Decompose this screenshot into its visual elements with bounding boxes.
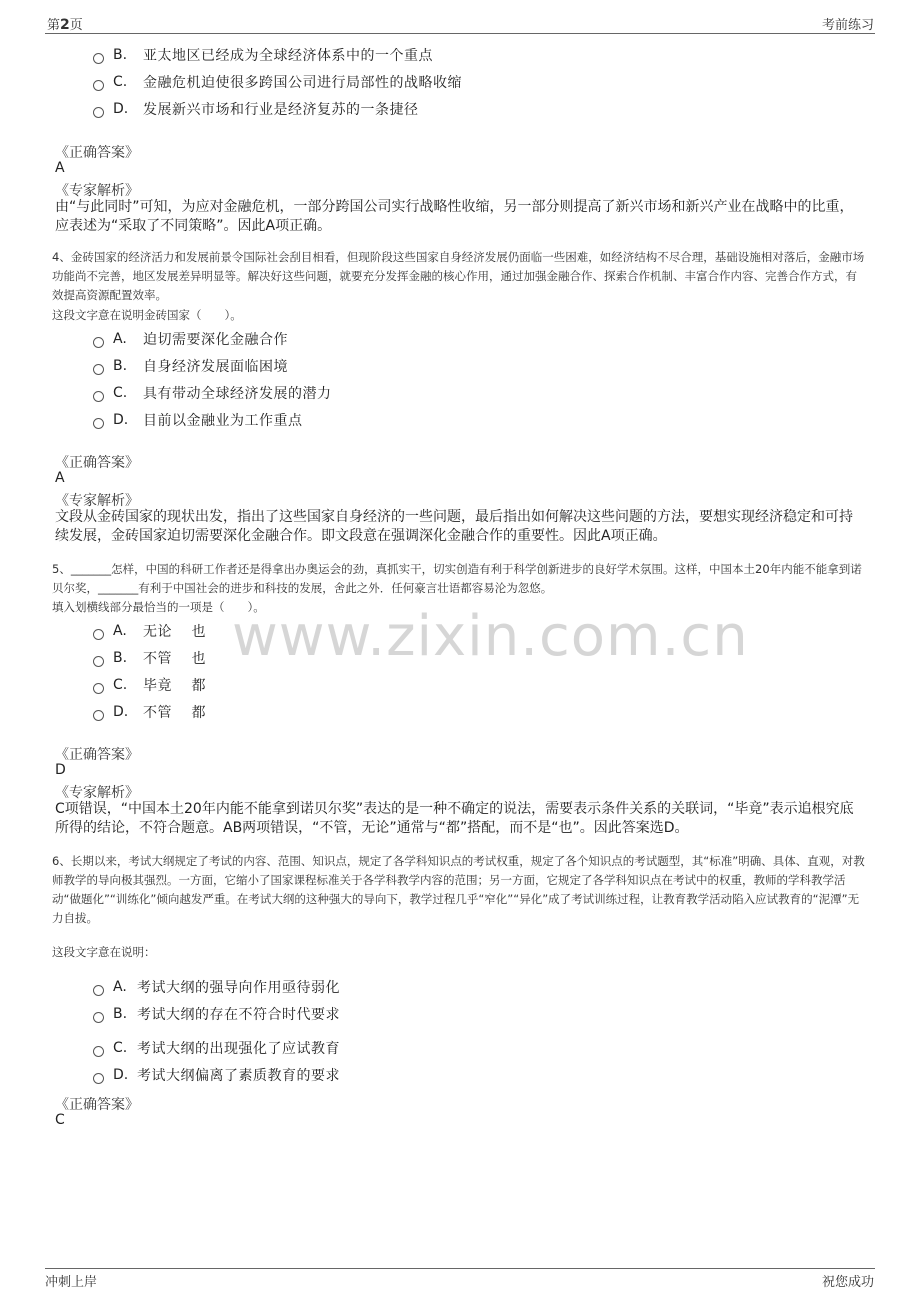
radio-icon[interactable]	[93, 710, 104, 721]
radio-icon[interactable]	[93, 1046, 104, 1057]
q4-stem: 4、金砖国家的经济活力和发展前景令国际社会刮目相看，但现阶段这些国家自身经济发展仍面临一些困难，如经济结构不尽合理，基础设施相对落后，金融市场功能尚不完善，地区发展差异明显等。解决好这些问题，就要充分发挥金融的核心作用，通过加强金融合作、探索合作机制、丰富合作内容、完善合作方式，有效提高资源配置效率。	[52, 250, 865, 302]
q4-correct-label: 《正确答案》	[55, 455, 139, 471]
option-letter: D.	[113, 101, 129, 117]
radio-icon[interactable]	[93, 391, 104, 402]
radio-icon[interactable]	[93, 985, 104, 996]
option-text: 考试大纲偏离了素质教育的要求	[137, 1068, 340, 1084]
radio-icon[interactable]	[93, 337, 104, 348]
option-text: 考试大纲的出现强化了应试教育	[137, 1041, 340, 1057]
option-letter: A.	[113, 979, 127, 995]
q6-option-a[interactable]	[93, 976, 340, 998]
q4-expert-label: 《专家解析》	[55, 493, 139, 509]
option-letter: C.	[113, 385, 128, 401]
option-letter: B.	[113, 47, 128, 63]
q5-answer: D	[55, 762, 66, 778]
option-text: 自身经济发展面临困境	[143, 359, 288, 375]
page-number-prefix: 第	[47, 18, 61, 33]
option-text: 无论 也	[143, 624, 206, 640]
q5-expert-label: 《专家解析》	[55, 785, 139, 801]
header-divider	[45, 33, 875, 34]
option-text: 目前以金融业为工作重点	[143, 413, 303, 429]
radio-icon[interactable]	[93, 656, 104, 667]
q3-correct-label: 《正确答案》	[55, 145, 139, 161]
q6-option-c[interactable]	[93, 1037, 340, 1059]
q3-answer: A	[55, 160, 65, 176]
option-letter: D.	[113, 412, 129, 428]
option-text: 考试大纲的存在不符合时代要求	[137, 1007, 340, 1023]
q4-option-a[interactable]	[93, 328, 288, 350]
radio-icon[interactable]	[93, 418, 104, 429]
q4-analysis: 文段从金砖国家的现状出发，指出了这些国家自身经济的一些问题，最后指出如何解决这些问题的方法，要想实现经济稳定和可持续发展，金砖国家迫切需要深化金融合作。即文段意在强调深化金融合作的重要性。因此A项正确。	[55, 509, 853, 544]
page-number	[47, 14, 83, 33]
option-letter: C.	[113, 677, 128, 693]
option-text: 金融危机迫使很多跨国公司进行局部性的战略收缩	[143, 75, 462, 91]
option-letter: C.	[113, 1040, 128, 1056]
q5-stem: 5、_______怎样，中国的科研工作者还是得拿出办奥运会的劲，真抓实干，切实创造有利于科学创新进步的良好学术氛围。这样，中国本土20年内能不能拿到诺贝尔奖，_______有利于中国社会的进步和科技的发展，舍此之外．任何豪言壮语都容易沦为忽悠。	[52, 562, 862, 595]
radio-icon[interactable]	[93, 80, 104, 91]
q4-question: 这段文字意在说明金砖国家（ ）。	[52, 308, 242, 322]
q6-question: 这段文字意在说明：	[52, 945, 156, 959]
header-title: 考前练习	[821, 18, 874, 33]
q5-option-a[interactable]	[93, 620, 206, 642]
option-text: 发展新兴市场和行业是经济复苏的一条捷径	[143, 102, 419, 118]
q6-option-d[interactable]	[93, 1064, 340, 1086]
q5-option-b[interactable]	[93, 647, 206, 669]
radio-icon[interactable]	[93, 1012, 104, 1023]
q5-correct-label: 《正确答案》	[55, 747, 139, 763]
q5-option-d[interactable]	[93, 701, 206, 723]
radio-icon[interactable]	[93, 364, 104, 375]
q4-option-b[interactable]	[93, 355, 288, 377]
q3-analysis: 由“与此同时”可知，为应对金融危机，一部分跨国公司实行战略性收缩，另一部分则提高了新兴市场和新兴产业在战略中的比重，应表述为“采取了不同策略”。因此A项正确。	[55, 199, 854, 234]
option-letter: A.	[113, 623, 127, 639]
option-letter: B.	[113, 650, 128, 666]
radio-icon[interactable]	[93, 1073, 104, 1084]
q6-option-b[interactable]	[93, 1003, 340, 1025]
option-text: 亚太地区已经成为全球经济体系中的一个重点	[143, 48, 433, 64]
q6-correct-label: 《正确答案》	[55, 1097, 139, 1113]
option-letter: B.	[113, 1006, 128, 1022]
radio-icon[interactable]	[93, 53, 104, 64]
q3-option-c[interactable]	[93, 71, 462, 93]
footer-divider	[45, 1268, 875, 1269]
q3-option-d[interactable]	[93, 98, 419, 120]
q5-option-c[interactable]	[93, 674, 206, 696]
q3-expert-label: 《专家解析》	[55, 183, 139, 199]
option-letter: C.	[113, 74, 128, 90]
option-text: 具有带动全球经济发展的潜力	[143, 386, 332, 402]
q4-answer: A	[55, 470, 65, 486]
q5-analysis: C项错误，“中国本土20年内能不能拿到诺贝尔奖”表达的是一种不确定的说法，需要表示条件关系的关联词，“毕竟”表示追根究底所得的结论，不符合题意。AB两项错误，“不管，无论”通常与“都”搭配，而不是“也”。因此答案选D。	[55, 801, 854, 836]
q3-option-b[interactable]	[93, 44, 433, 66]
option-letter: D.	[113, 1067, 129, 1083]
radio-icon[interactable]	[93, 107, 104, 118]
radio-icon[interactable]	[93, 629, 104, 640]
option-text: 考试大纲的强导向作用亟待弱化	[137, 980, 340, 996]
footer-left-text: 冲刺上岸	[45, 1275, 98, 1290]
option-text: 迫切需要深化金融合作	[143, 332, 288, 348]
radio-icon[interactable]	[93, 683, 104, 694]
page-number-value: 2	[60, 17, 70, 33]
option-letter: D.	[113, 704, 129, 720]
option-text: 不管 也	[143, 651, 206, 667]
footer-right-text: 祝您成功	[821, 1275, 874, 1290]
q5-question: 填入划横线部分最恰当的一项是（ ）。	[52, 600, 265, 614]
q4-option-d[interactable]	[93, 409, 303, 431]
option-letter: A.	[113, 331, 127, 347]
option-text: 不管 都	[143, 705, 206, 721]
watermark: www.zixin.com.cn	[232, 604, 749, 669]
option-text: 毕竟 都	[143, 678, 206, 694]
page-number-suffix: 页	[69, 18, 83, 33]
q6-answer: C	[55, 1112, 65, 1128]
q6-stem: 6、长期以来，考试大纲规定了考试的内容、范围、知识点，规定了各学科知识点的考试权重，规定了各个知识点的考试题型，其“标准”明确、具体、直观，对教师教学的导向极其强烈。一方面，它缩小了国家课程标准关于各学科教学内容的范围；另一方面，它规定了各学科知识点在考试中的权重，教师的学科教学活动“做题化”“训练化”倾向越发严重。在考试大纲的这种强大的导向下，教学过程几乎“窄化”“异化”成了考试训练过程，让教育教学活动陷入应试教育的“泥潭”无力自拔。	[52, 854, 865, 925]
q4-option-c[interactable]	[93, 382, 332, 404]
option-letter: B.	[113, 358, 128, 374]
